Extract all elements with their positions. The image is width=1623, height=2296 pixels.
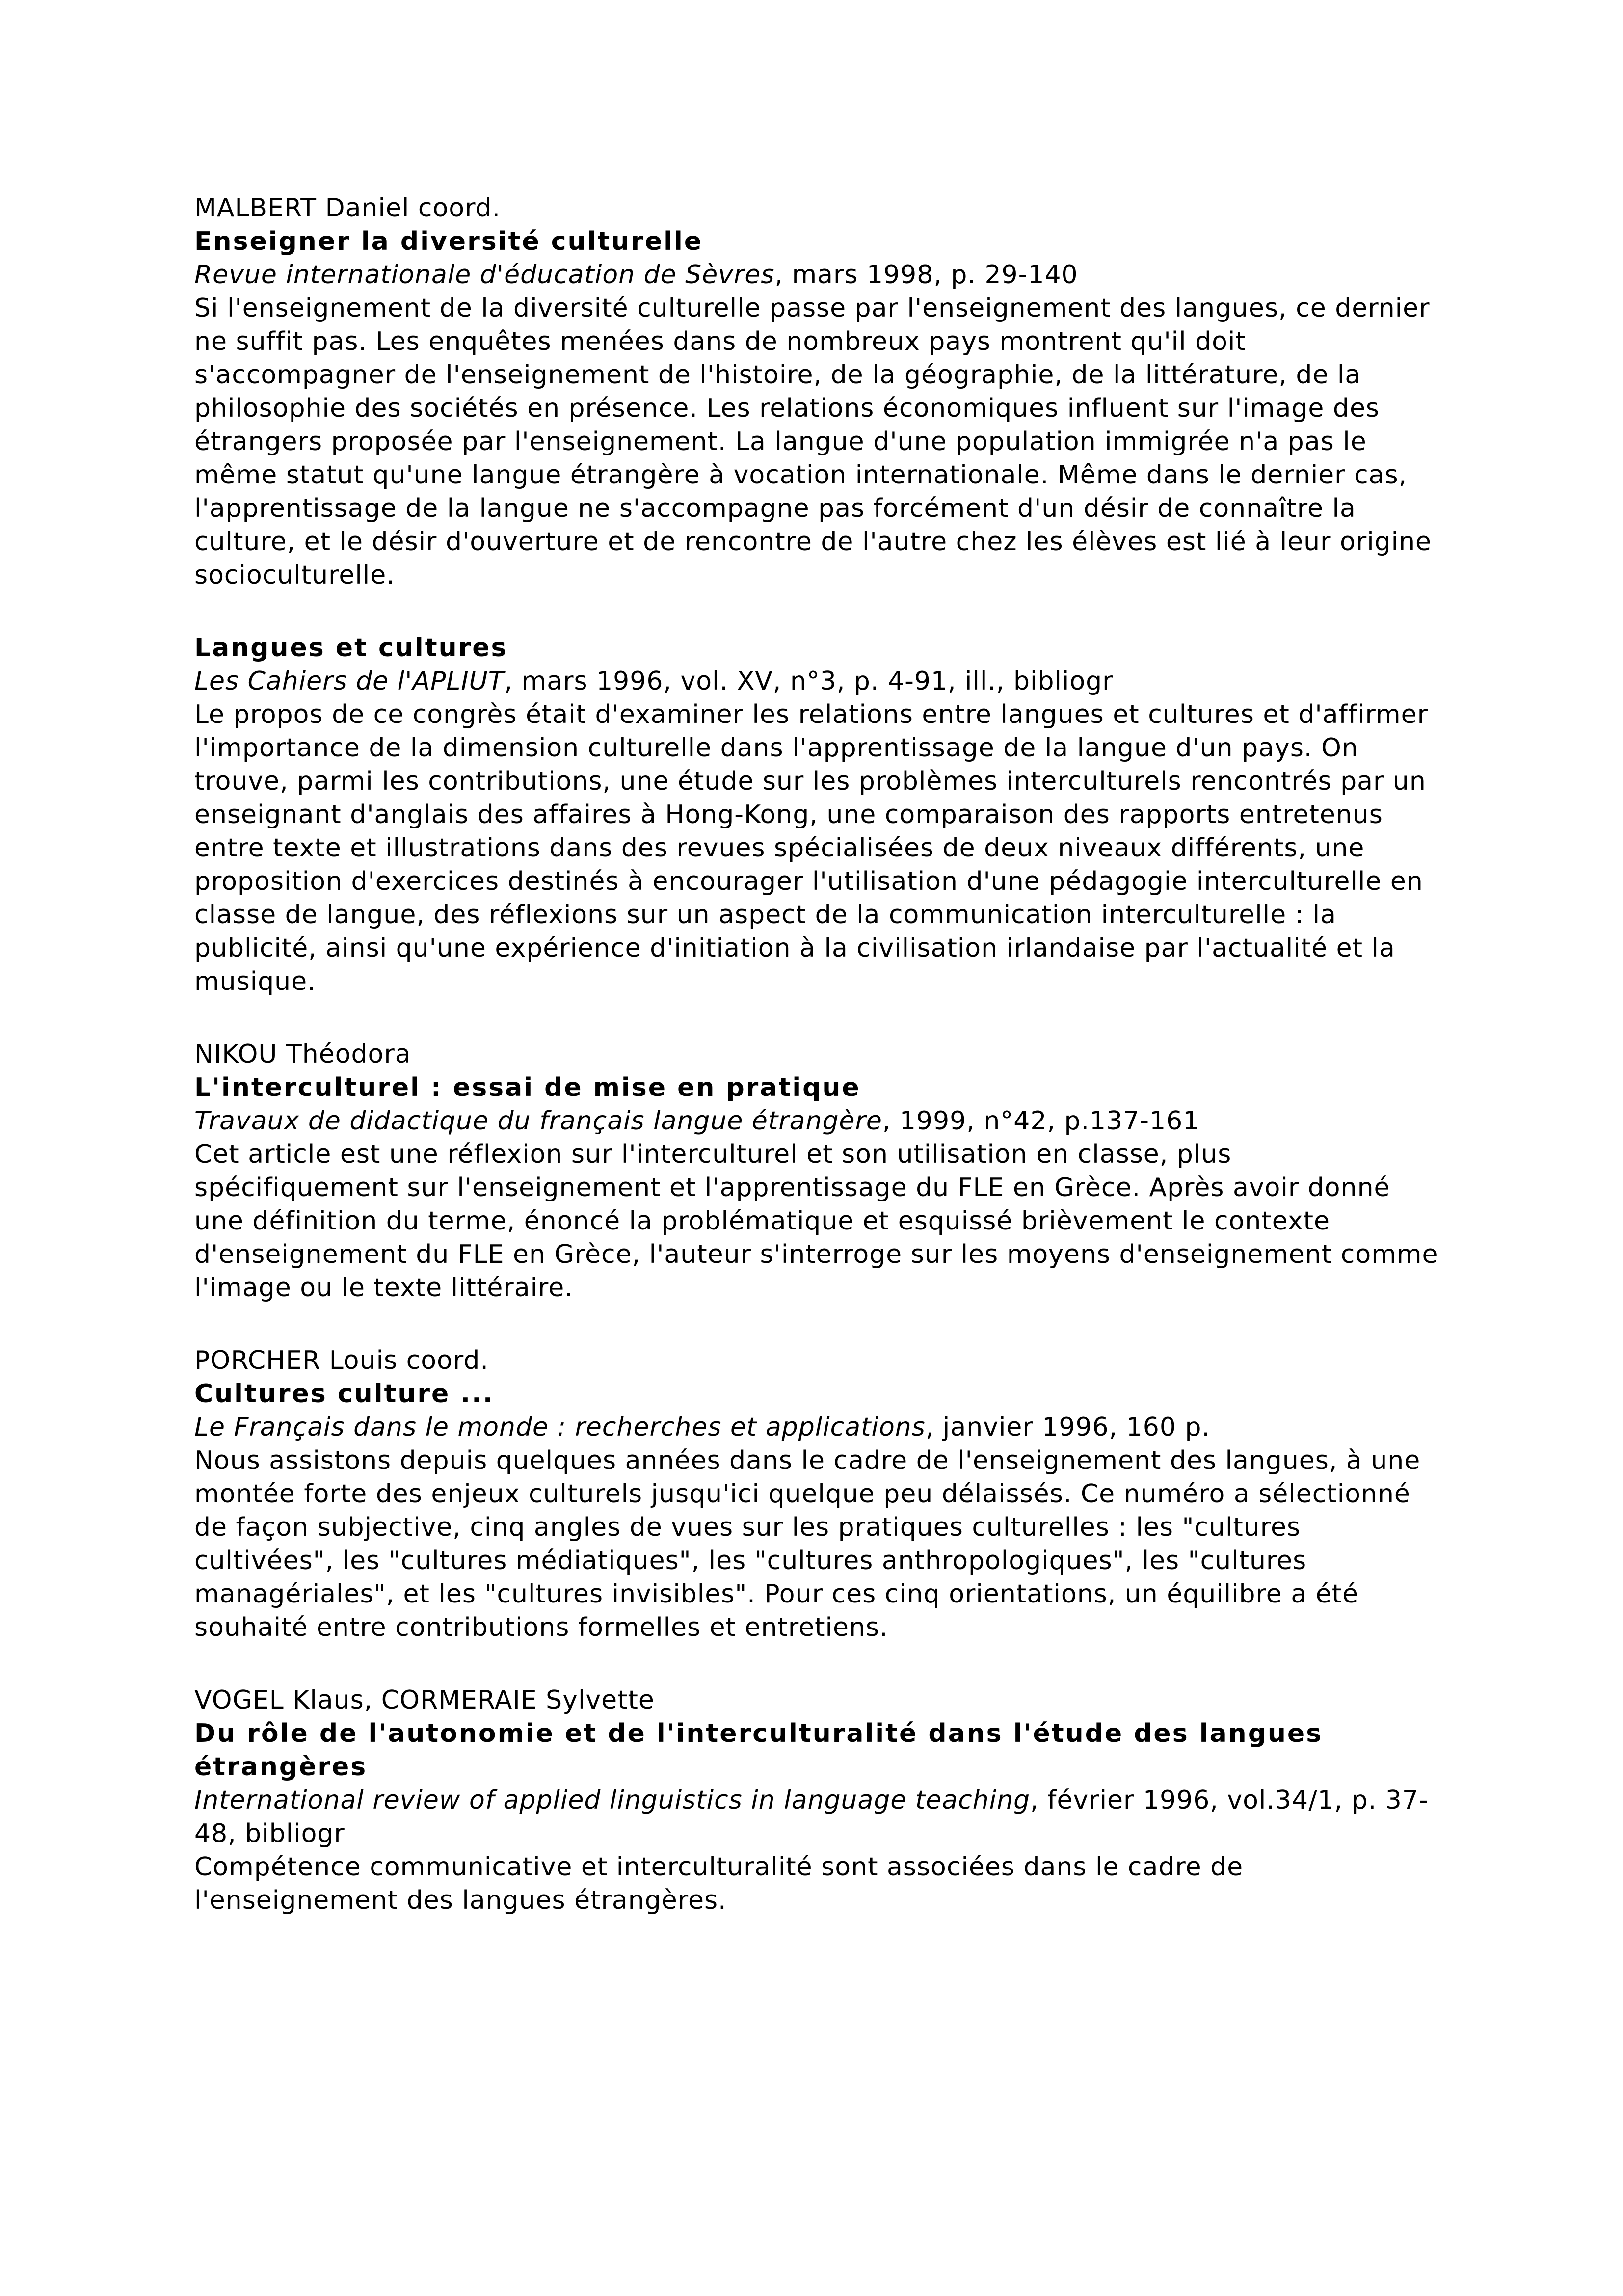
bibliography-entry <box>194 191 1441 592</box>
entry-source-title: Travaux de didactique du français langue étrangère <box>194 1106 882 1136</box>
bibliography-entry <box>194 1038 1441 1305</box>
bibliography-page <box>194 191 1441 1956</box>
entry-title: Du rôle de l'autonomie et de l'interculturalité dans l'étude des langues étrangères <box>194 1719 1323 1782</box>
entry-title: L'interculturel : essai de mise en pratique <box>194 1073 861 1102</box>
entry-source-title: Le Français dans le monde : recherches et applications <box>194 1413 926 1442</box>
entry-source-title: International review of applied linguistics in language teaching <box>194 1786 1031 1815</box>
entry-title: Enseigner la diversité culturelle <box>194 227 703 256</box>
entry-source-title: Revue internationale d'éducation de Sèvres <box>194 260 775 290</box>
entry-source <box>194 1784 1441 1850</box>
entry-abstract: Nous assistons depuis quelques années dans le cadre de l'enseignement des langues, à une montée forte des enjeux culturels jusqu'ici quelque peu délaissés. Ce numéro a sélectionné de façon subjective, cinq angles de vues sur les pratiques culturelles : les "cultures cultivées", les "cultures médiatiques", les "cultures anthropologiques", les "cultures managériales", et les "cultures invisibles". Pour ces cinq orientations, un équilibre a été souhaité entre contributions formelles et entretiens. <box>194 1446 1421 1642</box>
entry-author: NIKOU Théodora <box>194 1040 411 1069</box>
entry-source-details: , janvier 1996, 160 p. <box>925 1413 1211 1442</box>
entry-source-details: , mars 1996, vol. XV, n°3, p. 4-91, ill., bibliogr <box>504 667 1114 696</box>
entry-source <box>194 665 1441 698</box>
entry-abstract: Si l'enseignement de la diversité culturelle passe par l'enseignement des langues, ce dernier ne suffit pas. Les enquêtes menées dans de nombreux pays montrent qu'il doit s'accompagner de l'enseignement de l'histoire, de la géographie, de la littérature, de la philosophie des sociétés en présence. Les relations économiques influent sur l'image des étrangers proposée par l'enseignement. La langue d'une population immigrée n'a pas le même statut qu'une langue étrangère à vocation internationale. Même dans le dernier cas, l'apprentissage de la langue ne s'accompagne pas forcément d'un désir de connaître la culture, et le désir d'ouverture et de rencontre de l'autre chez les élèves est lié à leur origine socioculturelle. <box>194 294 1432 590</box>
entry-abstract: Compétence communicative et interculturalité sont associées dans le cadre de l'enseignement des langues étrangères. <box>194 1852 1244 1915</box>
entry-author: PORCHER Louis coord. <box>194 1346 489 1375</box>
entry-source <box>194 1411 1441 1444</box>
entry-abstract: Le propos de ce congrès était d'examiner les relations entre langues et cultures et d'affirmer l'importance de la dimension culturelle dans l'apprentissage de la langue d'un pays. On trouve, parmi les contributions, une étude sur les problèmes interculturels rencontrés par un enseignant d'anglais des affaires à Hong-Kong, une comparaison des rapports entretenus entre texte et illustrations dans des revues spécialisées de deux niveaux différents, une proposition d'exercices destinés à encourager l'utilisation d'une pédagogie interculturelle en classe de langue, des réflexions sur un aspect de la communication interculturelle : la publicité, ainsi qu'une expérience d'initiation à la civilisation irlandaise par l'actualité et la musique. <box>194 700 1429 996</box>
bibliography-entry <box>194 1683 1441 1917</box>
entry-title: Cultures culture ... <box>194 1379 494 1409</box>
bibliography-entry <box>194 631 1441 998</box>
entry-source-details: , 1999, n°42, p.137-161 <box>882 1106 1200 1136</box>
entry-abstract: Cet article est une réflexion sur l'interculturel et son utilisation en classe, plus spécifiquement sur l'enseignement et l'apprentissage du FLE en Grèce. Après avoir donné une définition du terme, énoncé la problématique et esquissé brièvement le contexte d'enseignement du FLE en Grèce, l'auteur s'interroge sur les moyens d'enseignement comme l'image ou le texte littéraire. <box>194 1140 1438 1303</box>
entry-author: VOGEL Klaus, CORMERAIE Sylvette <box>194 1685 655 1715</box>
entry-source <box>194 258 1441 292</box>
bibliography-entry <box>194 1344 1441 1644</box>
entry-title: Langues et cultures <box>194 633 508 663</box>
entry-source-details: , mars 1998, p. 29-140 <box>774 260 1078 290</box>
entry-author: MALBERT Daniel coord. <box>194 193 501 223</box>
entry-source-details: , février 1996, vol.34/1, p. 37-48, bibliogr <box>194 1786 1429 1848</box>
entry-source <box>194 1104 1441 1138</box>
entry-source-title: Les Cahiers de l'APLIUT <box>194 667 505 696</box>
